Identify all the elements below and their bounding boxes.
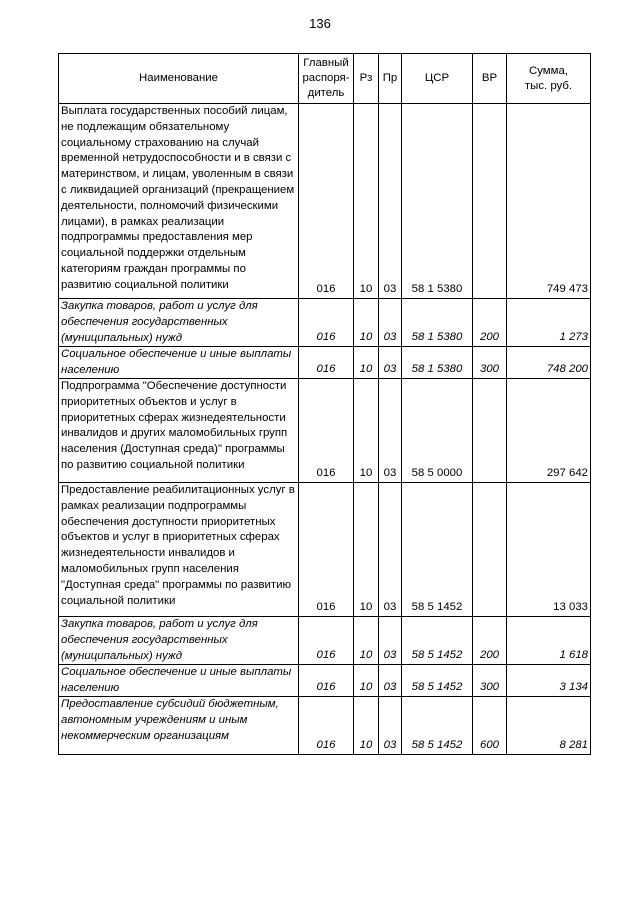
table-row bbox=[59, 665, 591, 697]
row-name: Социальное обеспечение и иные выплаты населению bbox=[61, 348, 292, 376]
table-row bbox=[59, 104, 591, 299]
row-rz: 10 bbox=[354, 347, 379, 379]
row-rz: 10 bbox=[354, 299, 379, 347]
row-sum: 3 134 bbox=[507, 665, 591, 697]
row-sum: 749 473 bbox=[507, 104, 591, 299]
row-rz: 10 bbox=[354, 617, 379, 665]
row-pr: 03 bbox=[379, 299, 402, 347]
row-csr: 58 1 5380 bbox=[402, 104, 473, 299]
table-row bbox=[59, 697, 591, 755]
row-name: Подпрограмма "Обеспечение доступности приоритетных объектов и услуг в приоритетных сферах жизнедеятельности инвалидов и других маломобильных групп населения (Доступная среда)" программы по развитию социальной политики bbox=[61, 380, 288, 471]
table-row bbox=[59, 483, 591, 617]
header-admin bbox=[299, 54, 354, 104]
row-sum: 13 033 bbox=[507, 483, 591, 617]
row-admin: 016 bbox=[299, 379, 354, 483]
row-vr bbox=[473, 104, 507, 299]
row-name-cell bbox=[59, 299, 299, 347]
row-name-cell bbox=[59, 379, 299, 483]
row-rz: 10 bbox=[354, 379, 379, 483]
header-sum bbox=[507, 54, 591, 104]
row-rz: 10 bbox=[354, 665, 379, 697]
budget-table bbox=[58, 53, 591, 755]
row-name-cell bbox=[59, 697, 299, 755]
row-name-cell bbox=[59, 665, 299, 697]
row-vr: 200 bbox=[473, 299, 507, 347]
row-sum: 1 618 bbox=[507, 617, 591, 665]
row-name: Закупка товаров, работ и услуг для обеспечения государственных (муниципальных) нужд bbox=[61, 300, 258, 344]
row-pr: 03 bbox=[379, 483, 402, 617]
table-row bbox=[59, 379, 591, 483]
row-vr: 600 bbox=[473, 697, 507, 755]
row-vr: 200 bbox=[473, 617, 507, 665]
table-row bbox=[59, 299, 591, 347]
table-row bbox=[59, 617, 591, 665]
row-rz: 10 bbox=[354, 483, 379, 617]
row-vr bbox=[473, 483, 507, 617]
row-sum: 748 200 bbox=[507, 347, 591, 379]
header-sum-line1: Сумма, bbox=[529, 64, 568, 77]
header-admin-line1: Главный bbox=[303, 57, 349, 69]
header-csr: ЦСР bbox=[402, 54, 473, 104]
row-pr: 03 bbox=[379, 347, 402, 379]
row-vr: 300 bbox=[473, 665, 507, 697]
row-name-cell bbox=[59, 617, 299, 665]
row-sum: 1 273 bbox=[507, 299, 591, 347]
row-name-cell bbox=[59, 347, 299, 379]
row-name: Выплата государственных пособий лицам, не подлежащим обязательному социальному страхованию на случай временной нетрудоспособности и в связи с материнством, и лицам, уволенным в связи с ликвидацией организаций (прекращением деятельности, полномочий физическими лицами), в рамках реализации подпрограммы предоставления мер социальной поддержки отдельным категориям граждан программы по развитию социальной политики bbox=[61, 105, 295, 291]
row-admin: 016 bbox=[299, 104, 354, 299]
row-csr: 58 1 5380 bbox=[402, 347, 473, 379]
header-rz: Рз bbox=[354, 54, 379, 104]
row-rz: 10 bbox=[354, 697, 379, 755]
header-vr: ВР bbox=[473, 54, 507, 104]
header-admin-line2: распоря- bbox=[302, 72, 350, 84]
row-csr: 58 5 1452 bbox=[402, 665, 473, 697]
row-pr: 03 bbox=[379, 617, 402, 665]
row-admin: 016 bbox=[299, 299, 354, 347]
row-pr: 03 bbox=[379, 665, 402, 697]
row-vr: 300 bbox=[473, 347, 507, 379]
row-admin: 016 bbox=[299, 665, 354, 697]
row-csr: 58 5 0000 bbox=[402, 379, 473, 483]
row-csr: 58 1 5380 bbox=[402, 299, 473, 347]
row-name-cell bbox=[59, 104, 299, 299]
table-header-row bbox=[59, 54, 591, 104]
row-name: Предоставление реабилитационных услуг в рамках реализации подпрограммы обеспечения доступности приоритетных объектов и услуг в приоритетных сферах жизнедеятельности инвалидов и маломобильных групп населения "Доступная среда" программы по развитию социальной политики bbox=[61, 484, 295, 607]
row-sum: 8 281 bbox=[507, 697, 591, 755]
header-name: Наименование bbox=[59, 54, 299, 104]
row-pr: 03 bbox=[379, 697, 402, 755]
header-pr: Пр bbox=[379, 54, 402, 104]
row-admin: 016 bbox=[299, 347, 354, 379]
row-rz: 10 bbox=[354, 104, 379, 299]
row-csr: 58 5 1452 bbox=[402, 483, 473, 617]
row-csr: 58 5 1452 bbox=[402, 617, 473, 665]
row-name: Социальное обеспечение и иные выплаты населению bbox=[61, 666, 292, 694]
table-row bbox=[59, 347, 591, 379]
row-name-cell bbox=[59, 483, 299, 617]
row-name: Предоставление субсидий бюджетным, автономным учреждениям и иным некоммерческим организациям bbox=[61, 698, 279, 742]
row-csr: 58 5 1452 bbox=[402, 697, 473, 755]
row-name: Закупка товаров, работ и услуг для обеспечения государственных (муниципальных) нужд bbox=[61, 618, 258, 662]
header-admin-line3: дитель bbox=[307, 87, 345, 99]
page-number: 136 bbox=[309, 16, 331, 31]
row-sum: 297 642 bbox=[507, 379, 591, 483]
row-pr: 03 bbox=[379, 104, 402, 299]
header-sum-line2: тыс. руб. bbox=[524, 79, 573, 92]
row-pr: 03 bbox=[379, 379, 402, 483]
row-admin: 016 bbox=[299, 617, 354, 665]
row-vr bbox=[473, 379, 507, 483]
row-admin: 016 bbox=[299, 697, 354, 755]
row-admin: 016 bbox=[299, 483, 354, 617]
